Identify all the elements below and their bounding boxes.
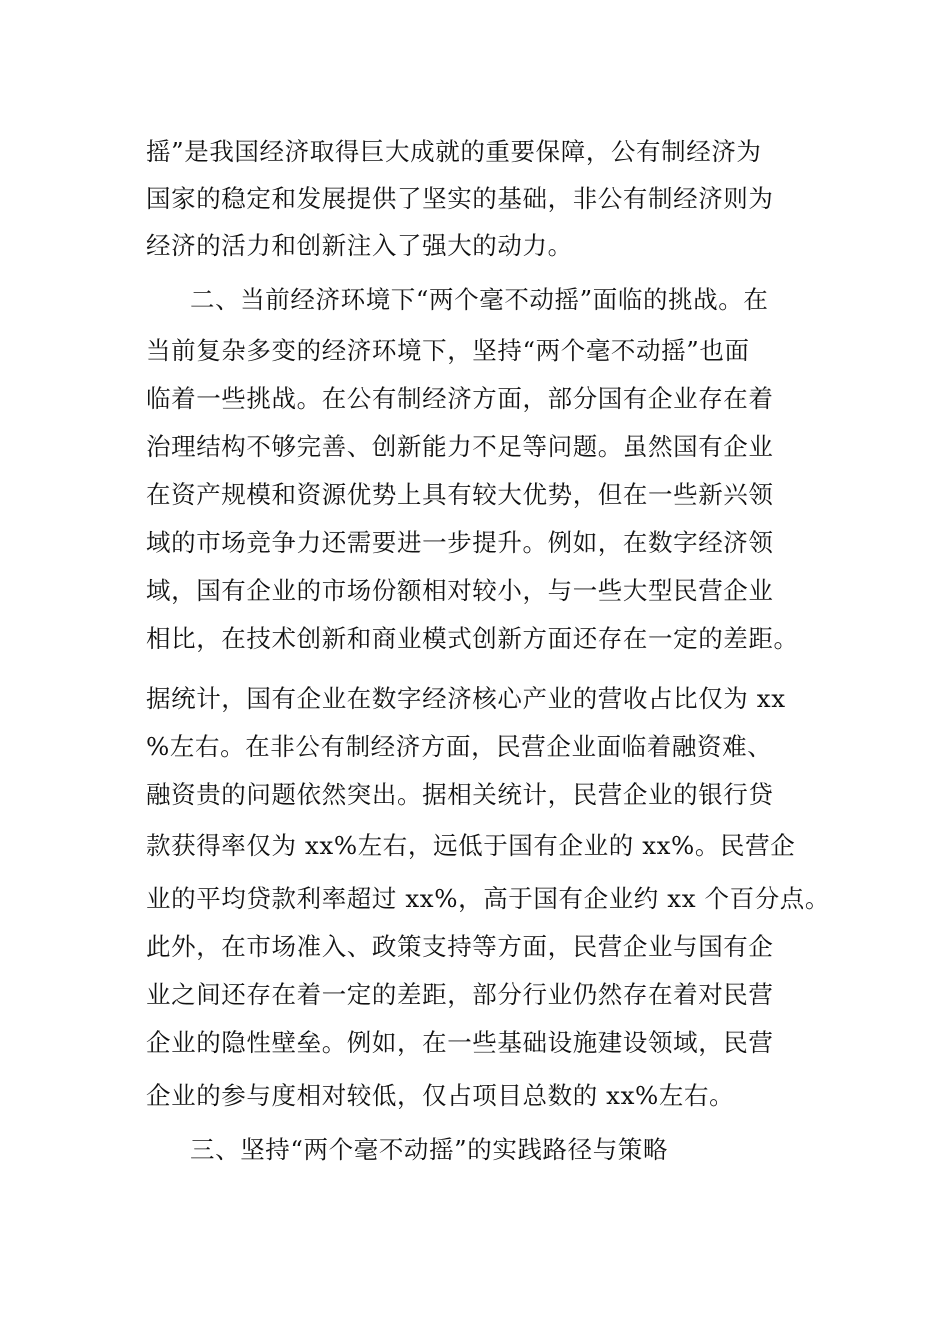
text-line: 企业的参与度相对较低，仅占项目总数的 xx%左右。 bbox=[146, 1081, 735, 1110]
text-line: 当前复杂多变的经济环境下，坚持“两个毫不动摇”也面 bbox=[146, 336, 750, 365]
text-line: 企业的隐性壁垒。例如，在一些基础设施建设领域，民营 bbox=[146, 1028, 774, 1057]
text-line: 款获得率仅为 xx%左右，远低于国有企业的 xx%。民营企 bbox=[146, 831, 796, 860]
text-line: 国家的稳定和发展提供了坚实的基础，非公有制经济则为 bbox=[146, 184, 774, 213]
section-heading-2: 二、当前经济环境下“两个毫不动摇”面临的挑战。在 bbox=[190, 285, 769, 314]
text-line: 摇”是我国经济取得巨大成就的重要保障，公有制经济为 bbox=[146, 137, 762, 166]
text-line: 相比，在技术创新和商业模式创新方面还存在一定的差距。 bbox=[146, 624, 799, 653]
text-line: 在资产规模和资源优势上具有较大优势，但在一些新兴领 bbox=[146, 480, 774, 509]
text-line: 业的平均贷款利率超过 xx%，高于国有企业约 xx 个百分点。 bbox=[146, 884, 831, 913]
text-line: 业之间还存在着一定的差距，部分行业仍然存在着对民营 bbox=[146, 980, 774, 1009]
text-line: 经济的活力和创新注入了强大的动力。 bbox=[146, 231, 573, 260]
text-line: 此外，在市场准入、政策支持等方面，民营企业与国有企 bbox=[146, 932, 774, 961]
text-line: 域的市场竞争力还需要进一步提升。例如，在数字经济领 bbox=[146, 528, 774, 557]
text-line: 融资贵的问题依然突出。据相关统计，民营企业的银行贷 bbox=[146, 780, 774, 809]
text-line: 治理结构不够完善、创新能力不足等问题。虽然国有企业 bbox=[146, 432, 774, 461]
text-line: 据统计，国有企业在数字经济核心产业的营收占比仅为 xx bbox=[146, 684, 786, 713]
section-heading-3: 三、坚持“两个毫不动摇”的实践路径与策略 bbox=[190, 1135, 669, 1164]
text-line: %左右。在非公有制经济方面，民营企业面临着融资难、 bbox=[146, 732, 773, 761]
text-line: 临着一些挑战。在公有制经济方面，部分国有企业存在着 bbox=[146, 384, 774, 413]
text-line: 域，国有企业的市场份额相对较小，与一些大型民营企业 bbox=[146, 576, 774, 605]
